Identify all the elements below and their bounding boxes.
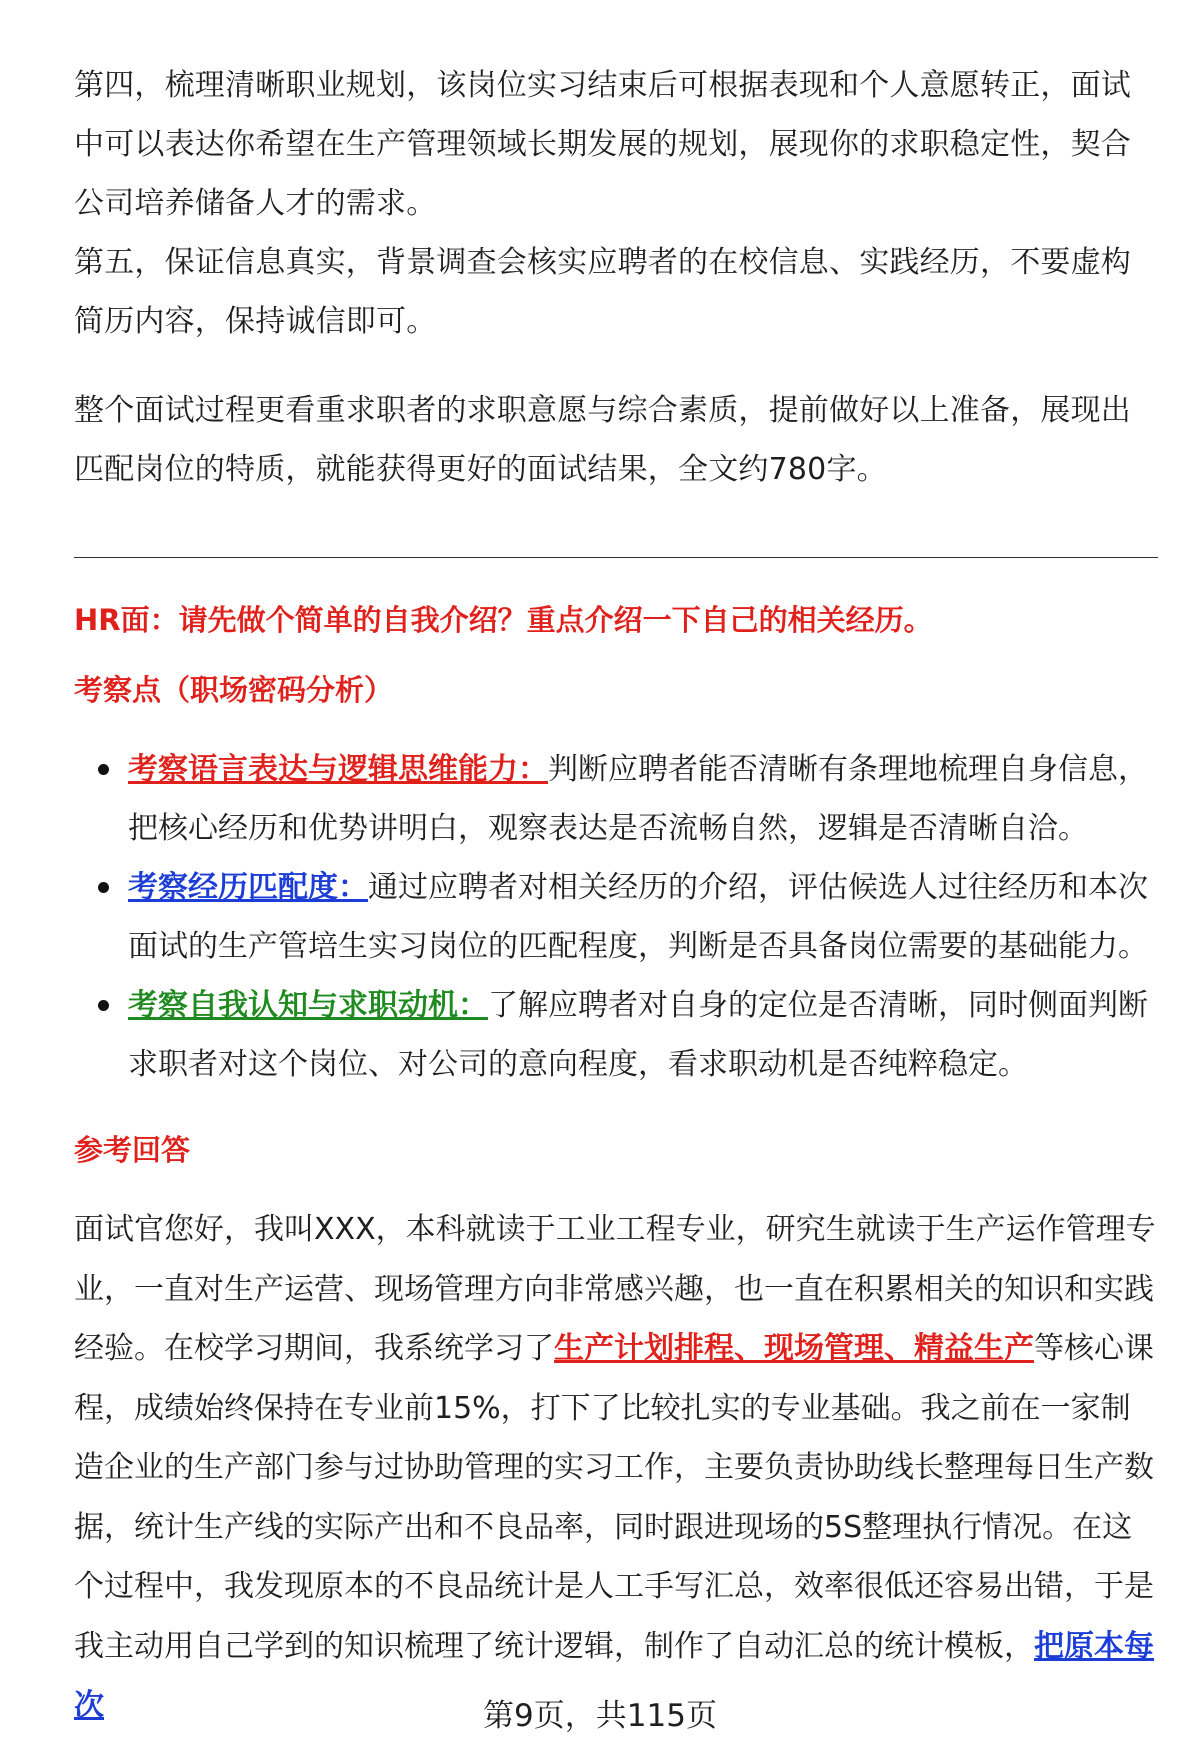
- bullet-key: 考察自我认知与求职动机：: [128, 988, 488, 1023]
- intro-section: [74, 56, 1158, 499]
- answer-paragraph: [74, 1200, 1158, 1736]
- bullet-key: 考察语言表达与逻辑思维能力：: [128, 752, 548, 787]
- bullet-item: [74, 976, 1158, 1094]
- bullet-text: 了解应聘者对自身的定位是否清晰，同时侧面判断求职者对这个岗位、对公司的意向程度，看求职动机是否纯粹稳定。: [128, 988, 1148, 1082]
- bullet-dot-icon: [98, 882, 109, 893]
- intro-paragraph-5: 第五，保证信息真实，背景调查会核实应聘者的在校信息、实践经历，不要虚构简历内容，保持诚信即可。: [74, 245, 1131, 339]
- answer-title: 参考回答: [74, 1133, 191, 1167]
- bullet-dot-icon: [98, 1000, 109, 1011]
- page-number-footer: 第9页，共115页: [483, 1698, 717, 1734]
- bullet-text: 通过应聘者对相关经历的介绍，评估候选人过往经历和本次面试的生产管培生实习岗位的匹配程度，判断是否具备岗位需要的基础能力。: [128, 870, 1148, 964]
- answer-highlight-continue: 把原本每次: [74, 1628, 1154, 1723]
- answer-text-2: 等核心课程，成绩始终保持在专业前15%，打下了比较扎实的专业基础。我之前在一家制造企业的生产部门参与过协助管理的实习工作，主要负责协助线长整理每日生产数据，统计生产线的实际产出和不良品率，同时跟进现场的5S整理执行情况。在这个过程中，我发现原本的不良品统计是人工手写汇总，效率很低还容易出错，于是我主动用自己学到的知识梳理了统计逻辑，制作了自动汇总的统计模板，: [74, 1331, 1154, 1664]
- intro-summary-paragraph: 整个面试过程更看重求职者的求职意愿与综合素质，提前做好以上准备，展现出匹配岗位的特质，就能获得更好的面试结果，全文约780字。: [74, 393, 1131, 487]
- intro-paragraph-4: 第四，梳理清晰职业规划，该岗位实习结束后可根据表现和个人意愿转正，面试中可以表达你希望在生产管理领域长期发展的规划，展现你的求职稳定性，契合公司培养储备人才的需求。: [74, 68, 1131, 221]
- bullet-key: 考察经历匹配度：: [128, 870, 368, 905]
- answer-highlight-courses: 生产计划排程、现场管理、精益生产: [554, 1331, 1034, 1366]
- bullet-dot-icon: [98, 764, 109, 775]
- bullet-text: 判断应聘者能否清晰有条理地梳理自身信息，把核心经历和优势讲明白，观察表达是否流畅自然，逻辑是否清晰自洽。: [128, 752, 1148, 846]
- bullet-item: [74, 858, 1158, 976]
- answer-text-1: 面试官您好，我叫XXX，本科就读于工业工程专业，研究生就读于生产运作管理专业，一直对生产运营、现场管理方向非常感兴趣，也一直在积累相关的知识和实践经验。在校学习期间，我系统学习了: [74, 1212, 1156, 1366]
- analysis-title: 考察点（职场密码分析）: [74, 673, 394, 707]
- section-divider: [74, 557, 1158, 558]
- bullet-item: [74, 740, 1158, 858]
- analysis-bullet-list: [74, 740, 1158, 1094]
- question-title: HR面：请先做个简单的自我介绍？重点介绍一下自己的相关经历。: [74, 603, 933, 637]
